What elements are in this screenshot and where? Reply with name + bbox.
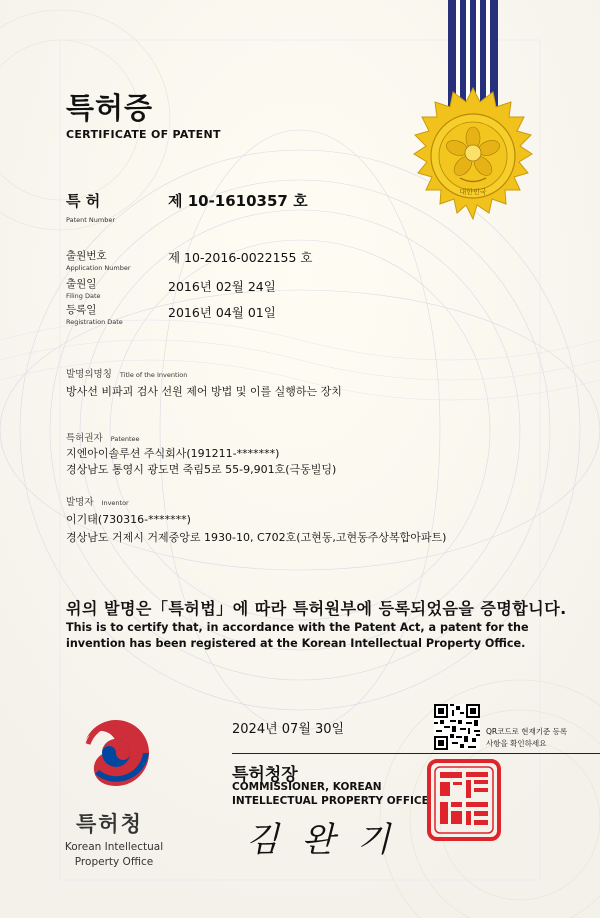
commissioner-title-ko: 특허청장 [232, 765, 298, 785]
invention-title-label-en: Title of the Invention [119, 371, 188, 379]
patentee-label [66, 430, 140, 444]
invention-title-label-ko: 발명의명칭 [66, 369, 112, 380]
divider-line [232, 753, 600, 754]
certificate-title: 특허증 [66, 91, 154, 125]
inventor-label-en: Inventor [101, 499, 129, 507]
official-stamp [426, 758, 502, 842]
filing-date-label: 출원일 [66, 278, 97, 290]
office-name-en: Korean Intellectual Property Office [64, 841, 164, 868]
application-number-value: 제 10-2016-0022155 호 [168, 250, 313, 265]
registration-date-label-en: Registration Date [66, 318, 123, 326]
registration-date-value: 2016년 04월 01일 [168, 305, 276, 320]
gold-seal-emblem [400, 86, 546, 232]
application-number-label: 출원번호 [66, 250, 107, 262]
commissioner-title-en: COMMISSIONER, KOREAN INTELLECTUAL PROPERTY OFFICE [232, 781, 429, 807]
patent-number-value: 제 10-1610357 호 [168, 192, 308, 210]
patentee-name: 지엔아이솔루션 주식회사(191211-*******) [66, 447, 280, 460]
qr-note-text: QR코드로 현재기준 등록사항을 확인하세요 [486, 727, 568, 748]
patentee-label-en: Patentee [110, 435, 140, 443]
seal-label: 대한민국 [459, 188, 487, 196]
invention-title-label [66, 366, 187, 380]
patentee-address: 경상남도 통영시 광도면 죽림5로 55-9,901호(극동빌딩) [66, 463, 337, 476]
filing-date-value: 2016년 02월 24일 [168, 279, 276, 294]
qr-code[interactable] [434, 704, 480, 750]
invention-title-value: 방사선 비파괴 검사 선원 제어 방법 및 이를 실행하는 장치 [66, 385, 342, 398]
registration-date-label: 등록일 [66, 304, 97, 316]
commissioner-signature: 김 완 기 [246, 820, 397, 860]
patent-number-label: 특 허 [66, 192, 101, 210]
inventor-address: 경상남도 거제시 거제중앙로 1930-10, C702호(고현동,고현동주상복합아파트) [66, 531, 447, 544]
inventor-name: 이기태(730316-*******) [66, 513, 191, 526]
office-name-ko: 특허청 [76, 812, 143, 836]
kipo-logo [79, 716, 153, 796]
certification-statement-ko: 위의 발명은「특허법」에 따라 특허원부에 등록되었음을 증명합니다. [66, 599, 567, 618]
inventor-label-ko: 발명자 [66, 497, 94, 508]
patentee-label-ko: 특허권자 [66, 433, 103, 444]
filing-date-label-en: Filing Date [66, 292, 101, 300]
application-number-label-en: Application Number [66, 264, 131, 272]
qr-note [486, 726, 572, 750]
certification-statement-en: This is to certify that, in accordance with the Patent Act, a patent for the invention has been registered at the Korean Intellectual Property Office. [66, 621, 529, 650]
certificate-subtitle: CERTIFICATE OF PATENT [66, 128, 221, 141]
issue-date: 2024년 07월 30일 [232, 722, 345, 737]
inventor-label [66, 494, 129, 508]
patent-number-label-en: Patent Number [66, 216, 116, 224]
